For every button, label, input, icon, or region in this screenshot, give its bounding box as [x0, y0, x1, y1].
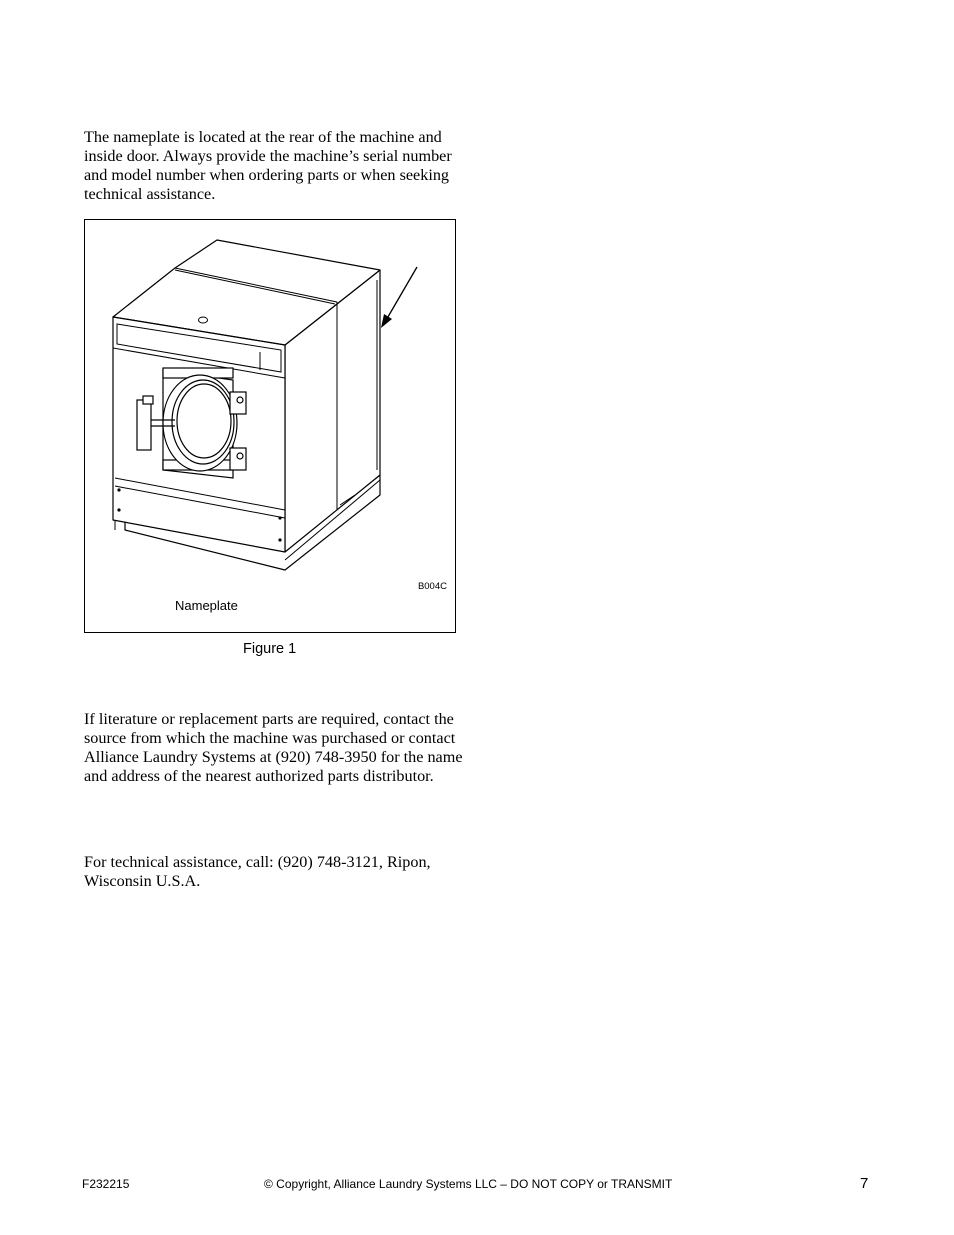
washer-illustration [85, 220, 457, 634]
footer-document-code: F232215 [82, 1177, 130, 1191]
figure-caption: Figure 1 [243, 641, 297, 657]
nameplate-paragraph: The nameplate is located at the rear of the machine and inside door. Always provide the machine’s serial number and model number when ordering parts or when seeking technical assistance. [84, 128, 452, 203]
figure-code: B004C [417, 581, 447, 592]
technical-assistance-paragraph: For technical assistance, call: (920) 748-3121, Ripon, Wisconsin U.S.A. [84, 853, 431, 890]
replacement-parts-paragraph: If literature or replacement parts are required, contact the source from which the machine was purchased or contact Alliance Laundry Systems at (920) 748-3950 for the name and address of the nearest authorized parts distributor. [84, 710, 463, 785]
footer-copyright: © Copyright, Alliance Laundry Systems LLC – DO NOT COPY or TRANSMIT [264, 1177, 673, 1191]
nameplate-label: Nameplate [175, 598, 238, 613]
figure-1-box [84, 219, 456, 633]
page-number: 7 [860, 1175, 869, 1192]
